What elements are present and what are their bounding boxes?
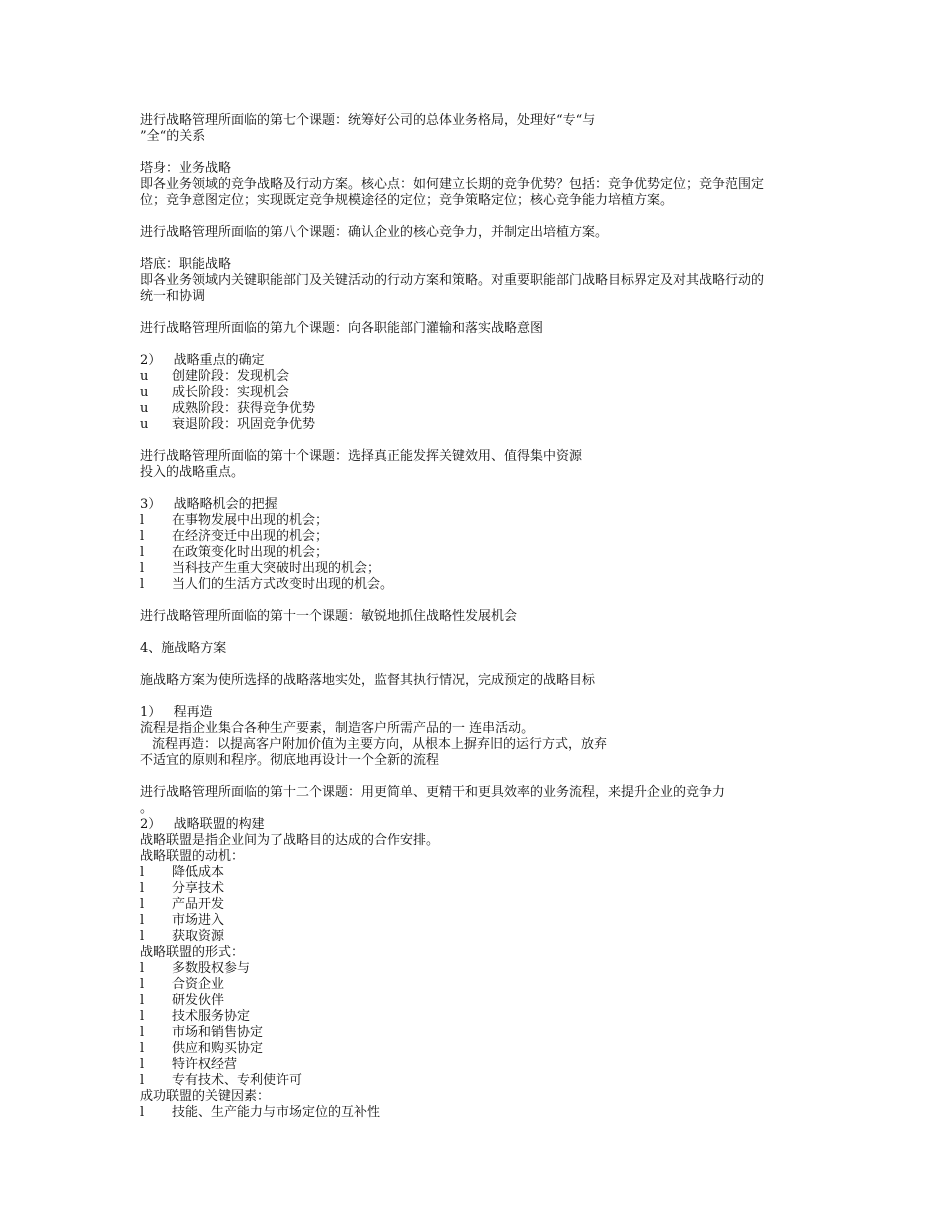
bullet-l: l [140, 1057, 145, 1072]
list-item: l 市场进入 [140, 913, 225, 928]
alliance-heading: 2） 战略联盟的构建 [140, 817, 265, 832]
topic-12-line-2: 。 [140, 801, 154, 816]
bullet-u: u [140, 385, 149, 400]
tower-base-desc-2: 统一和协调 [140, 289, 206, 304]
process-reengineering-heading: 1） 程再造 [140, 705, 213, 720]
topic-10-line-2: 投入的战略重点。 [140, 465, 245, 480]
form-list [140, 961, 820, 1089]
tower-base-heading: 塔底：职能战略 [140, 257, 232, 272]
motive-list [140, 865, 820, 945]
list-item: l 当人们的生活方式改变时出现的机会。 [140, 577, 394, 592]
bullet-l: l [140, 977, 145, 992]
tower-body-desc-2: 位；竞争意图定位；实现既定竞争规模途径的定位；竞争策略定位；核心竞争能力培植方案。 [140, 193, 674, 208]
list-item: u 衰退阶段：巩固竞争优势 [140, 417, 316, 432]
bullet-l: l [140, 865, 145, 880]
topic-8: 进行战略管理所面临的第八个课题：确认企业的核心竞争力，并制定出培植方案。 [140, 225, 609, 240]
bullet-l: l [140, 1009, 145, 1024]
process-definition: 流程是指企业集合各种生产要素，制造客户所需产品的一 连串活动。 [140, 721, 535, 736]
bullet-l: l [140, 529, 145, 544]
list-item: l 市场和销售协定 [140, 1025, 264, 1040]
bullet-l: l [140, 1041, 145, 1056]
list-item: l 获取资源 [140, 929, 225, 944]
bullet-l: l [140, 1025, 145, 1040]
list-item: l 特许权经营 [140, 1057, 238, 1072]
list-item: l 分享技术 [140, 881, 225, 896]
list-item: l 专有技术、专利使许可 [140, 1073, 303, 1088]
bullet-u: u [140, 369, 149, 384]
bullet-l: l [140, 993, 145, 1008]
tower-body-heading: 塔身：业务战略 [140, 161, 232, 176]
strategy-focus-heading: 2） 战略重点的确定 [140, 353, 265, 368]
topic-7-line-1: 进行战略管理所面临的第七个课题：统筹好公司的总体业务格局，处理好“专“与 [140, 113, 596, 128]
bullet-l: l [140, 1105, 145, 1120]
list-item: l 在经济变迁中出现的机会； [140, 529, 329, 544]
alliance-motives-heading: 战略联盟的动机： [140, 849, 245, 864]
list-item: l 供应和购买协定 [140, 1041, 264, 1056]
opportunity-heading: 3） 战略略机会的把握 [140, 497, 278, 512]
process-reengineering-desc-2: 不适宜的原则和程序。彻底地再设计一个全新的流程 [140, 753, 440, 768]
tower-body-desc-1: 即各业务领域的竞争战略及行动方案。核心点：如何建立长期的竞争优势？包括：竞争优势定位；竞争范围定 [140, 177, 765, 192]
topic-11: 进行战略管理所面临的第十一个课题：敏锐地抓住战略性发展机会 [140, 609, 518, 624]
bullet-l: l [140, 881, 145, 896]
opportunity-list [140, 513, 820, 593]
list-item: l 当科技产生重大突破时出现的机会； [140, 561, 381, 576]
alliance-key-factors-heading: 成功联盟的关键因素： [140, 1089, 271, 1104]
bullet-l: l [140, 897, 145, 912]
topic-10-line-1: 进行战略管理所面临的第十个课题：选择真正能发挥关键效用、值得集中资源 [140, 449, 583, 464]
alliance-forms-heading: 战略联盟的形式： [140, 945, 245, 960]
bullet-u: u [140, 401, 149, 416]
key-factor-list [140, 1105, 820, 1121]
bullet-l: l [140, 961, 145, 976]
stage-list [140, 369, 820, 433]
bullet-l: l [140, 1073, 145, 1088]
bullet-l: l [140, 577, 145, 592]
list-item: l 在事物发展中出现的机会； [140, 513, 329, 528]
bullet-l: l [140, 561, 145, 576]
bullet-l: l [140, 929, 145, 944]
list-item: l 技术服务协定 [140, 1009, 251, 1024]
document-body [140, 113, 820, 1121]
topic-7-line-2: ”全“的关系 [140, 129, 206, 144]
list-item: l 研发伙伴 [140, 993, 225, 1008]
section-4-intro: 施战略方案为使所选择的战略落地实处，监督其执行情况，完成预定的战略目标 [140, 673, 596, 688]
list-item: u 成长阶段：实现机会 [140, 385, 290, 400]
bullet-l: l [140, 545, 145, 560]
topic-9: 进行战略管理所面临的第九个课题：向各职能部门灌输和落实战略意图 [140, 321, 544, 336]
bullet-l: l [140, 513, 145, 528]
list-item: u 成熟阶段：获得竞争优势 [140, 401, 316, 416]
alliance-definition: 战略联盟是指企业间为了战略目的达成的合作安排。 [140, 833, 440, 848]
bullet-u: u [140, 417, 149, 432]
list-item: u 创建阶段：发现机会 [140, 369, 290, 384]
process-reengineering-desc-1: 流程再造：以提高客户附加价值为主要方向，从根本上摒弃旧的运行方式，放弃 [152, 737, 608, 752]
list-item: l 在政策变化时出现的机会； [140, 545, 329, 560]
tower-base-desc-1: 即各业务领域内关键职能部门及关键活动的行动方案和策略。对重要职能部门战略目标界定及对其战略行动的 [140, 273, 765, 288]
section-4-heading: 4、施战略方案 [140, 641, 227, 656]
bullet-l: l [140, 913, 145, 928]
list-item: l 多数股权参与 [140, 961, 251, 976]
topic-12-line-1: 进行战略管理所面临的第十二个课题：用更简单、更精干和更具效率的业务流程，来提升企业的竞争力 [140, 785, 726, 800]
list-item: l 合资企业 [140, 977, 225, 992]
list-item: l 降低成本 [140, 865, 225, 880]
list-item: l 技能、生产能力与市场定位的互补性 [140, 1105, 381, 1120]
list-item: l 产品开发 [140, 897, 225, 912]
